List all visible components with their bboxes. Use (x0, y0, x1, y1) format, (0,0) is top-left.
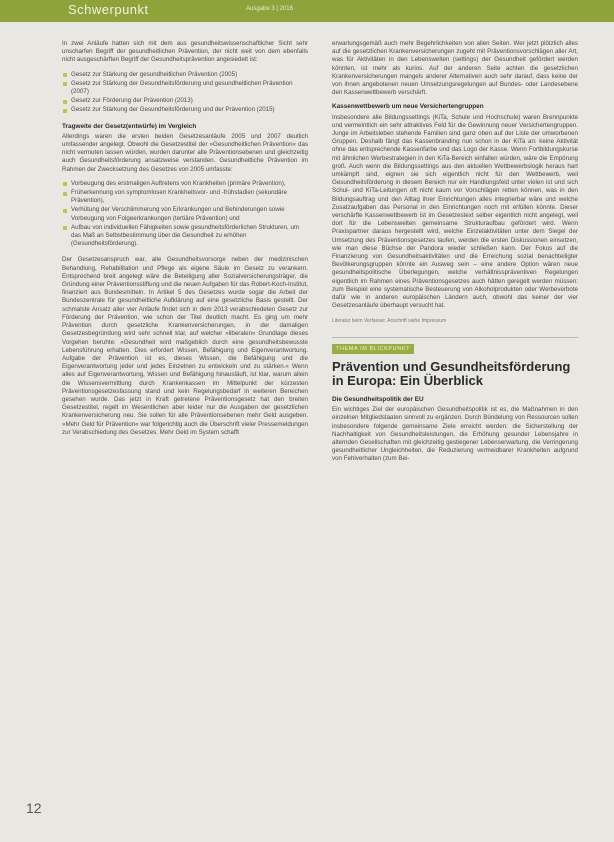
goal-item: Früherkennung von symptomlosen Krankheitsvor- und -frühstadien (sekundäre Prävention), (62, 189, 308, 205)
page-number: 12 (26, 800, 42, 816)
goal-item: Aufbau von individuellen Fähigkeiten sowie gesundheitsförderlichen Strukturen, um das Maß an Selbstbestimmung über die Gesundheit zu erhöhen (Gesundheitsförderung). (62, 224, 308, 249)
intro-paragraph: In zwei Anläufe hatten sich mit dem aus gesundheitswissenschaftlicher Sicht sehr unscharfen Begriff der gesundheitlichen Prävention, der nicht weit von dem ebenfalls nicht ausgeschärften Begriff der Gesundheitsprävention angesiedelt ist: (62, 40, 308, 64)
law-list (62, 71, 308, 115)
goal-item: Vorbeugung des erstmaligen Auftretens von Krankheiten (primäre Prävention), (62, 180, 308, 188)
law-item: Gesetz zur Förderung der Prävention (2013) (62, 97, 308, 105)
goal-item: Verhütung der Verschlimmerung von Erkrankungen und Behinderungen sowie Vorbeugung von Folgeerkrankungen (tertiäre Prävention) und (62, 206, 308, 222)
section-divider (332, 337, 578, 338)
law-item: Gesetz zur Stärkung der gesundheitlichen Prävention (2005) (62, 71, 308, 79)
continuation-paragraph: erwartungsgemäß auch mehr Begehrlichkeiten von allen Seiten. Wer jetzt plötzlich alles auf die gesetzlichen Krankenversicherungen zugeht mit Präventionsvorschlägen aller Art, was für Aktivitäten in den Lebenswelten (settings) der Gesundheit gefördert werden könnten, ist mehr als kurios. Auf der anderen Seite achten die gesetzlichen Krankenversicherungen mangels anderer Alternativen auch sehr darauf, dass keine der von ihnen angebotenen neuen Umsetzungsregelungen auf Bundes- oder Landesebene den Kassenwettbewerb verschärft. (332, 40, 578, 97)
subheading-eu-policy: Die Gesundheitspolitik der EU (332, 395, 424, 403)
body-paragraph: Der Gesetzesanspruch war, alle Gesundheitsvorsorge neben der medizinischen Behandlung, Rehabilitation und Pflege als eigene Säule im Gesetz zu verankern. Entsprechend breit angelegt wäre die Beteiligung aller Sozialversicherungsträger, die Gründung einer Präventionsstiftung und die neuen Aufgaben für das Robert-Koch-Institut, finanziert aus Bundesmitteln. In Artikel 5 des Gesetzes wurde sogar die Arbeit der Bundeszentrale für gesundheitliche Aufklärung auf eine gesetzliche Basis gestellt. Der schmalste Ansatz aller vier Anläufe findet sich in dem 2013 verabschiedeten Gesetz zur Förderung der Prävention, wie schon der Titel deutlich macht. Es ging um mehr Prävention durch gesetzliche Krankenversicherungen, in der damaligen Gesetzesbegründung wird sehr schnell klar, auf welcher »liberalen« Grundlage dieses Vorgehen beruhte: »Gesundheit wird maßgeblich durch eine gesundheitsbewusste Lebensführung erhalten. Dies erfordert Wissen, Befähigung und Eigenverantwortung. Aufgabe der Prävention ist es, dieses Wissen, die Befähigung und die Eigenverantwortung jeder und jedes Einzelnen zu entwickeln und zu stärken.« Wenn alles auf Eigenverantwortung, Wissen und Befähigung hinausläuft, ist klar, warum allein die Wissensvermittlung durch Krankenkassen im Mittelpunkt der kürzesten Präventionsgesetzesfassung stand und kein Regelungsbedarf in weiteren Bereichen gesehen wurde. Das jetzt in Kraft getretene Präventionsgesetz hat den breiten Gesetzestitel, regelt im Wesentlichen aber leider nur die Ausgaben der gesetzlichen Krankenversicherung neu. Sie sollen für alle Präventionsebenen mehr Geld ausgeben. »Mehr Geld für Prävention« war folgerichtig auch die Überschrift vieler Pressemeldungen zur Verabschiedung des Gesetzes. Mehr Geld im System schafft (62, 256, 308, 436)
eu-policy-paragraph: Ein wichtiges Ziel der europäischen Gesundheitspolitik ist es, die Maßnahmen in den einzelnen Mitgliedstaaten sinnvoll zu ergänzen. Durch Bündelung von Ressourcen sollen insbesondere folgende gemeinsame Ziele erreicht werden: die Sicherstellung der Nachhaltigkeit von Gesundheitsleistungen, die Erhöhung gesunder Lebensjahre in alternden Gesellschaften mit gleichzeitig gestiegener Lebenserwartung, die Verringerung gesundheitlicher Ungleichheiten, die Reduzierung vermeidbarer Krankheiten aufgrund von Fehlverhalten (zum Bei- (332, 406, 578, 463)
comparison-paragraph: Allerdings waren die ersten beiden Gesetzesanläufe 2005 und 2007 deutlich umfassender angelegt. Obwohl die Gesetzestitel der »Gesundheitlichen Prävention« das nicht vermuten lassen würden, wurden darunter alle Präventionsebenen und gleichzeitig auch Gesundheitsförderung ansatzweise verstanden. Gesundheitliche Prävention im Rahmen der Zwecksetzung des Gesetzes von 2005 umfasste: (62, 132, 308, 173)
subheading-comparison: Tragweite der Gesetz(entwürfe) im Vergleich (62, 122, 197, 130)
left-column (62, 40, 308, 443)
issue-label: Ausgabe 3 | 2016 (246, 6, 293, 12)
section-header-band (0, 0, 614, 22)
law-item: Gesetz zur Stärkung der Gesundheitsförderung und gesundheitlichen Prävention (2007) (62, 80, 308, 96)
literature-credit: Literatur beim Verfasser. Anschrift siehe Impressum (332, 317, 447, 324)
article-headline: Prävention und Gesundheitsförderung in Europa: Ein Überblick (332, 358, 571, 388)
law-item: Gesetz zur Stärkung der Gesundheitsförderung und der Prävention (2015) (62, 106, 308, 114)
kicker-label: THEMA IM BLICKPUNKT (332, 344, 414, 354)
right-column (332, 40, 578, 470)
competition-paragraph: Insbesondere alle Bildungssettings (KiTa, Schule und Hochschule) waren Brennpunkte und vermeintlich ein sehr attraktives Feld für die Gewinnung neuer Versichertengruppen. Junge im Arbeitsleben stehende Familien sind ganz oben auf der Liste der umworbenen Gruppen. Deshalb fängt das Kassenbranding nun schon in der KiTa an: keine Aktivität ohne das entsprechende Kassenfarbe und das Logo der Kasse. Wenn Fortbildungskurse mit ähnlichen Werbestrategien in den KiTa-Bereich einfallen würden, wäre die Empörung groß. Auch wenn die Bildungssettings aus den aktuellen Wettbewerbslogik heraus hart umkämpft sind, eignen sie sich eigentlich nicht für den Wettbewerb, weil Gesundheitsförderung in diesem Bereich nur ein Handlungsfeld unter vielen ist und sich Schul- und KiTa-Leitungen oft nicht kaum vor Vorschlägen retten können, was in den Bildungsauftrag und den Alltag ihrer Einrichtungen alles integrierbar wäre und welche Zusatzaufgaben das Personal in den Einrichtungen noch mit erfüllen könnte. Dieser verschärfte Kassenwettbewerb ist im Gesetzestext selber eigentlich nicht angelegt, weil dort für die Lebenswelten gemeinsame Strukturaufbau gefördert wird. Wenn Praxispartner daraus hergestellt wird, welche Einzelaktivitäten unter dem Siegel der Umsetzung des Präventionsgesetzes laufen, werden die ersten Diskussionen einsetzen, wie man diese Büchse der Pandora wieder schließen kann. Der Fokus auf die Finanzierung von Gesundheitsaktivitäten und die Erreichung sozial benachteiligter Bevölkerungsgruppen könnte ein Ausweg sein – eine andere Option wären neue gesundheitspolitische Überlegungen, welche verhältnisspräventiven Regelungen eigentlich im Rahmen eines Präventionsgesetzes auch hätten geregelt werden müssen: zum Beispiel eine systematische Besteuerung von Alkoholprodukten oder Werbeverbote dafür wie in anderen europäischen Ländern auch, obwohl das keiner der vier Gesetzesanläufe überhaupt versucht hat. (332, 113, 578, 310)
subheading-competition: Kassenwettbewerb um neue Versichertengruppen (332, 103, 484, 111)
goal-list (62, 180, 308, 249)
section-title: Schwerpunkt (68, 2, 149, 17)
